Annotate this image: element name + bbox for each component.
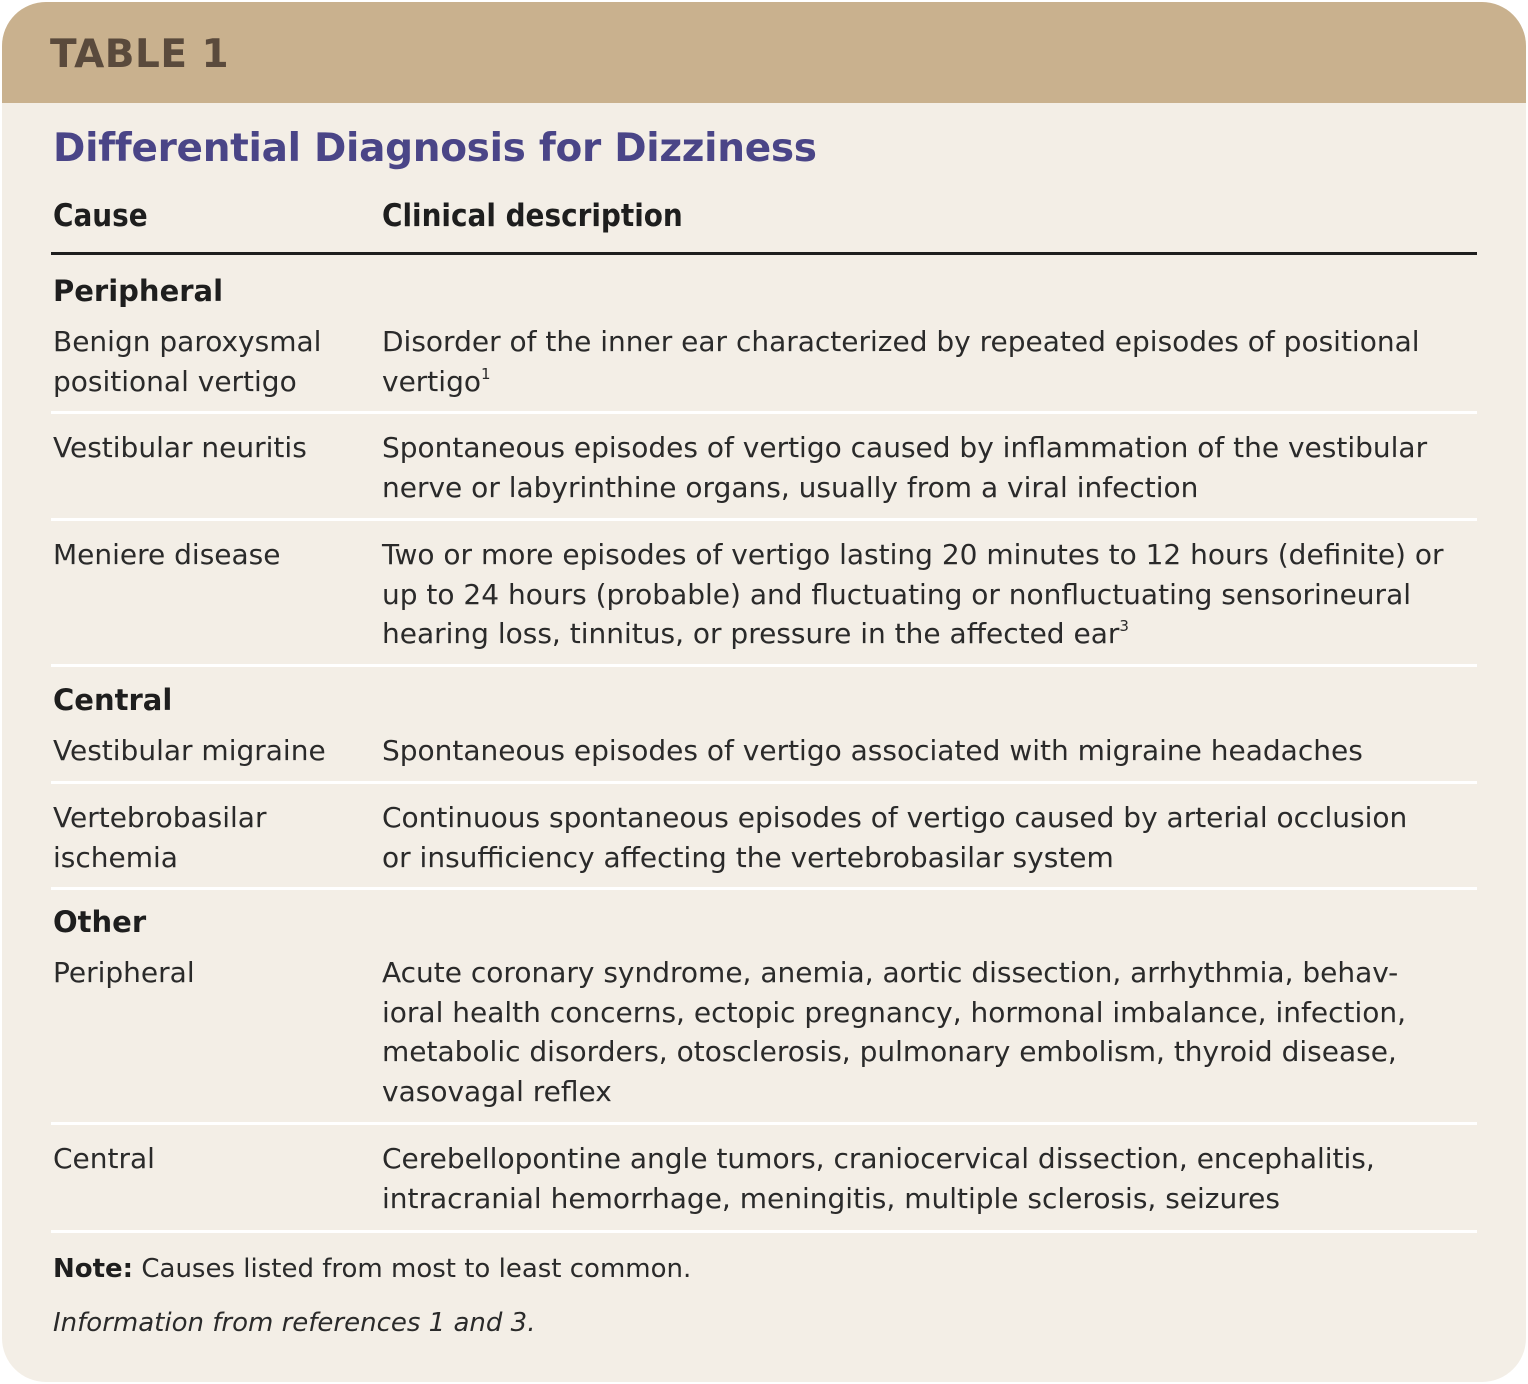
table-title: Differential Diagnosis for Dizziness [53, 126, 817, 171]
cause-cell: Meniere disease [53, 538, 281, 571]
row-divider [51, 664, 1477, 667]
table-banner [2, 2, 1526, 103]
reference-superscript: 1 [480, 364, 491, 383]
section-heading-other: Other [53, 905, 147, 939]
description-cell: Continuous spontaneous episodes of vertigo caused by arterial occlusion or insufficiency affecting the vertebrobasilar system [382, 801, 1408, 874]
cause-cell: Central [53, 1142, 155, 1175]
cause-cell: Vestibular neuritis [53, 431, 307, 464]
column-header-cause: Cause [53, 198, 148, 234]
section-heading-central: Central [53, 683, 173, 717]
description-cell: Cerebellopontine angle tumors, craniocervical dissection, encephalitis, intracranial hemorrhage, meningitis, multiple sclerosis, seizures [382, 1142, 1375, 1215]
table-source: Information from references 1 and 3. [53, 1308, 536, 1338]
row-divider [51, 411, 1477, 414]
description-cell: Two or more episodes of vertigo lasting 20 minutes to 12 hours (definite) or up to 24 hours (probable) and fluctuating or nonfluctuating sensorineural hearing loss, tinnitus, or pressure in the affected ear$^3$ [382, 538, 1444, 650]
description-cell: Spontaneous episodes of vertigo associated with migraine headaches [382, 734, 1363, 767]
row-divider [51, 518, 1477, 521]
description-cell: Acute coronary syndrome, anemia, aortic dissection, arrhythmia, behav- ioral health concerns, ectopic pregnancy, hormonal imbalance, infection, metabolic disorders, otosclerosis, pulmonary embolism, thyroid disease, vasovagal reflex [382, 956, 1407, 1108]
row-divider [51, 1230, 1477, 1233]
reference-superscript: 3 [1119, 617, 1129, 635]
table-number: TABLE 1 [50, 32, 230, 77]
row-divider [51, 1122, 1477, 1125]
table-card [2, 2, 1526, 1382]
description-cell: Spontaneous episodes of vertigo caused by inflammation of the vestibular nerve or labyrinthine organs, usually from a viral infection [382, 431, 1428, 504]
note-text: Causes listed from most to least common. [133, 1254, 692, 1284]
row-divider [51, 887, 1477, 890]
cause-cell: Vertebrobasilar ischemia [53, 801, 267, 874]
table-note [53, 1254, 691, 1284]
column-header-description: Clinical description [382, 198, 683, 234]
note-label: Note: [53, 1254, 134, 1284]
cause-cell: Vestibular migraine [53, 734, 326, 767]
cause-cell: Benign paroxysmal positional vertigo [53, 325, 322, 398]
section-heading-peripheral: Peripheral [53, 274, 224, 308]
row-divider [51, 781, 1477, 784]
description-cell: Disorder of the inner ear characterized by repeated episodes of positional vertigo$^1$ [382, 325, 1420, 398]
cause-cell: Peripheral [53, 956, 195, 989]
header-rule [51, 252, 1477, 255]
